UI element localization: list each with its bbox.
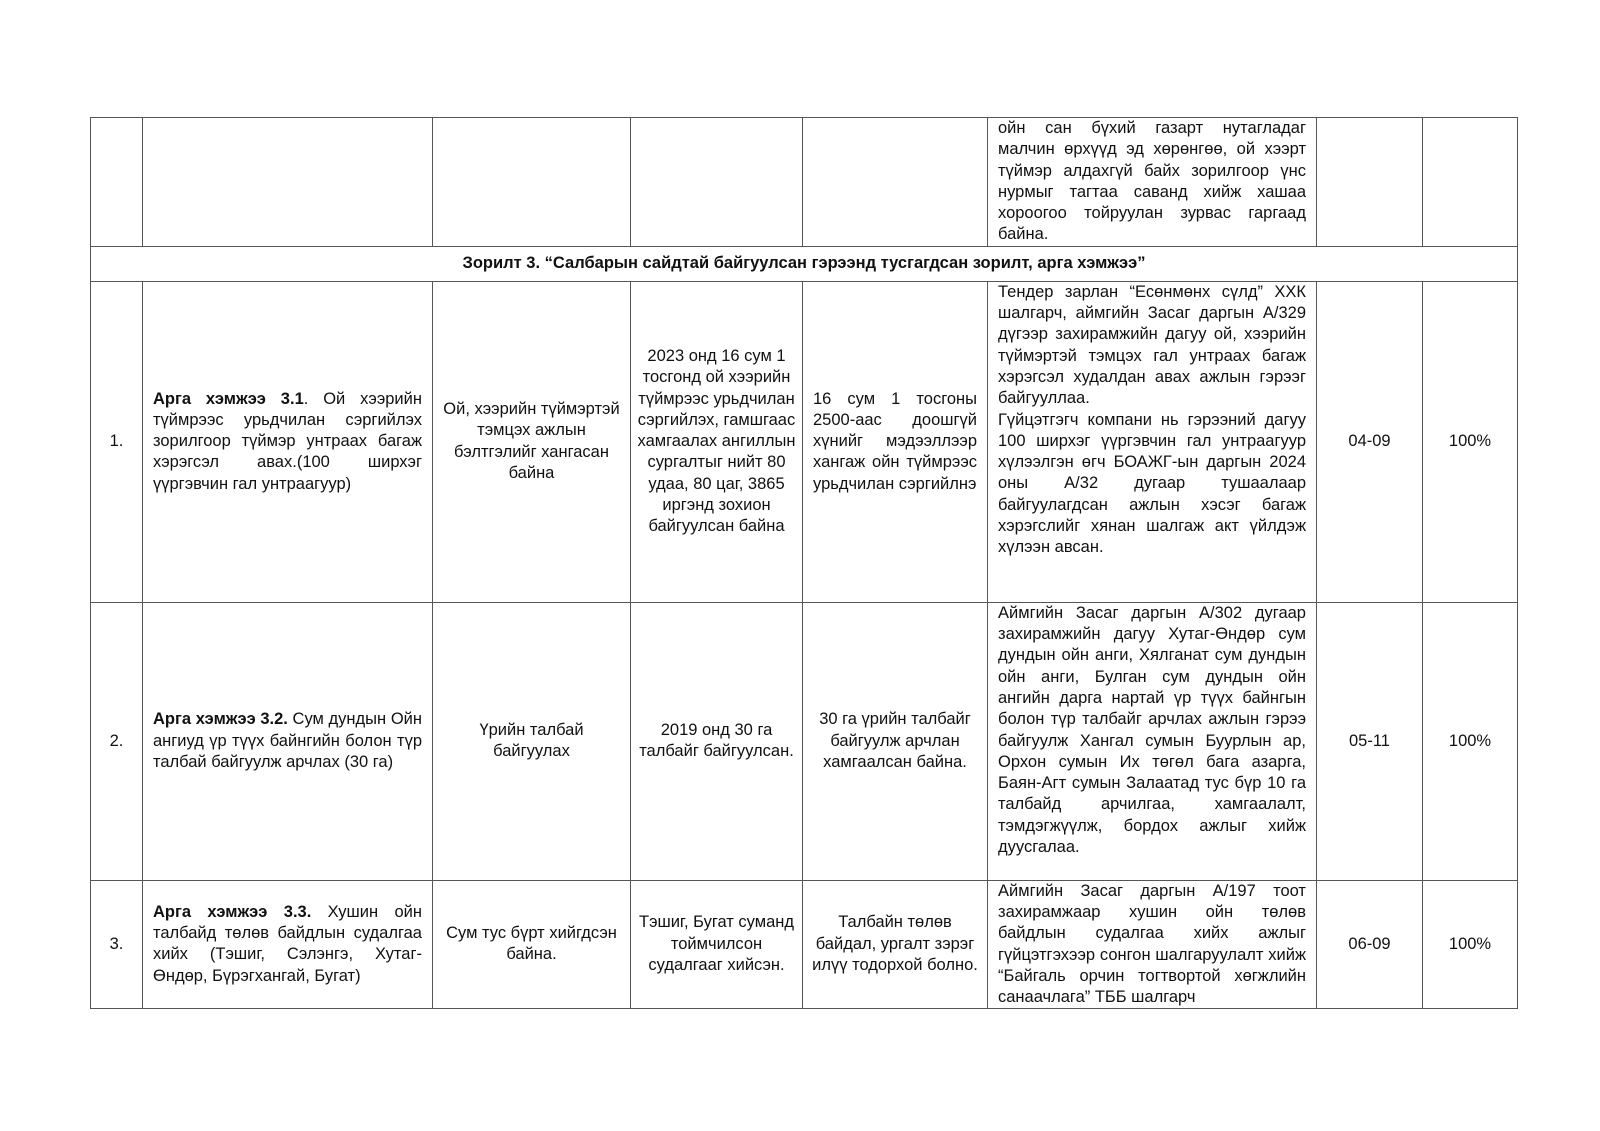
report-table <box>90 117 1518 1009</box>
percent: 100% <box>1423 281 1518 602</box>
section-row <box>91 246 1518 281</box>
measure-text: Хушин ойн талбайд төлөв байдлын судалгаа хийх (Тэшиг, Сэлэнгэ, Хутаг-Өндөр, Бүрэгхангай, Бугат) <box>153 902 422 985</box>
implementation-text: ойн сан бүхий газарт нутагладаг малчин өрхүүд эд хөрөнгөө, ой хээрт түймэр алдахгүй байх зорилгоор үнс нурмыг тагтаа саванд хийж хашаа хороогоо тойруулан зурвас гаргаад байна. <box>998 119 1306 244</box>
implementation-cell <box>988 880 1317 1008</box>
cell-target <box>803 118 988 247</box>
baseline: 2023 онд 16 сум 1 тосгонд ой хээрийн түймрээс урьдчилан сэргийлэх, гамшгаас хамгаалах ангиллын сургалтыг нийт 80 удаа, 80 цаг, 3865 иргэнд зохион байгуулсан байна <box>631 281 803 602</box>
measure-cell <box>143 602 433 880</box>
measure-label: Арга хэмжээ 3.1 <box>153 389 304 408</box>
expected-result: Үрийн талбай байгуулах <box>433 602 631 880</box>
period: 05-11 <box>1317 602 1423 880</box>
measure-text: . Ой хээрийн түймрээс урьдчилан сэргийлэх зорилгоор түймэр унтраах багаж хэрэгсэл авах.(100 ширхэг үүргэвчин гал унтраагуур) <box>153 389 422 493</box>
implementation-text: Аймгийн Засаг даргын А/197 тоот захирамжаар хушин ойн төлөв байдлын судалгаа хийх ажлыг гүйцэтгэхээр сонгон шалгаруулалт хийж “Байгаль орчин тогтвортой хөгжлийн санаачлага” ТББ шалгарч <box>998 881 1306 1006</box>
row-number: 2. <box>91 602 143 880</box>
section-title: Зорилт 3. “Салбарын сайдтай байгуулсан гэрээнд тусгагдсан зорилт, арга хэмжээ” <box>91 246 1518 281</box>
cell-percent <box>1423 118 1518 247</box>
implementation-text: Аймгийн Засаг даргын А/302 дугаар захирамжийн дагуу Хутаг-Өндөр сум дундын ойн анги, Хялганат сум дундын ойн анги, Булган сум дундын ойн ангийн дарга нартай үр түүх байнгын болон түр талбайг арчлах ажлын гэрээ байгуулж Хангал сумын Буурлын ар, Орхон сумын Их төгөл бага азарга, Баян-Агт сумын Залаатад тус бүр 10 га талбайд арчилгаа, хамгаалалт, тэмдэгжүүлж, бордох ажлыг хийж дуусгалаа. <box>998 603 1306 857</box>
percent: 100% <box>1423 602 1518 880</box>
target: Талбайн төлөв байдал, ургалт зэрэг илүү тодорхой болно. <box>803 880 988 1008</box>
expected-result: Ой, хээрийн түймэртэй тэмцэх ажлын бэлтгэлийг хангасан байна <box>433 281 631 602</box>
cell-period <box>1317 118 1423 247</box>
expected-result: Сум тус бүрт хийгдсэн байна. <box>433 880 631 1008</box>
period: 06-09 <box>1317 880 1423 1008</box>
target: 30 га үрийн талбайг байгуулж арчлан хамгаалсан байна. <box>803 602 988 880</box>
period: 04-09 <box>1317 281 1423 602</box>
measure-text: Сум дундын Ойн ангиуд үр түүх байнгийн болон түр талбай байгуулж арчлах (30 га) <box>153 710 422 771</box>
implementation-text: Тендер зарлан “Есөнмөнх сүлд” ХХК шалгарч, аймгийн Засаг даргын А/329 дүгээр захирамжийн дагуу ой, хээрийн түймэртэй тэмцэх гал унтраах багаж хэрэгсэл худалдан авах ажлын гэрээг байгууллаа. <box>998 282 1306 408</box>
cell-implementation <box>988 118 1317 247</box>
cell-measure <box>143 118 433 247</box>
table-row <box>91 880 1518 1008</box>
implementation-text-2: Гүйцэтгэгч компани нь гэрээний дагуу 100 ширхэг үүргэвчин гал унтраагуур хүлээлгэн өгч БОАЖГ-ын даргын 2024 оны А/32 дугаар тушаалаар байгуулагдсан ажлын хэсэг багаж хэрэгслийг хянан шалгаж акт үйлдэж хүлээн авсан. <box>998 410 1306 557</box>
baseline: 2019 онд 30 га талбайг байгуулсан. <box>631 602 803 880</box>
measure-label: Арга хэмжээ 3.2. <box>153 710 288 729</box>
measure-label: Арга хэмжээ 3.3. <box>153 902 312 921</box>
percent: 100% <box>1423 880 1518 1008</box>
cell-number <box>91 118 143 247</box>
measure-cell <box>143 281 433 602</box>
row-number: 3. <box>91 880 143 1008</box>
table-row <box>91 602 1518 880</box>
measure-cell <box>143 880 433 1008</box>
cell-expected-result <box>433 118 631 247</box>
row-number: 1. <box>91 281 143 602</box>
table-row-continuation <box>91 118 1518 247</box>
cell-baseline <box>631 118 803 247</box>
baseline: Тэшиг, Бугат суманд тоймчилсон судалгааг хийсэн. <box>631 880 803 1008</box>
table-row <box>91 281 1518 602</box>
implementation-cell <box>988 602 1317 880</box>
implementation-cell <box>988 281 1317 602</box>
target: 16 сум 1 тосгоны 2500-аас доошгүй хүнийг мэдээллээр хангаж ойн түймрээс урьдчилан сэргийлнэ <box>803 281 988 602</box>
